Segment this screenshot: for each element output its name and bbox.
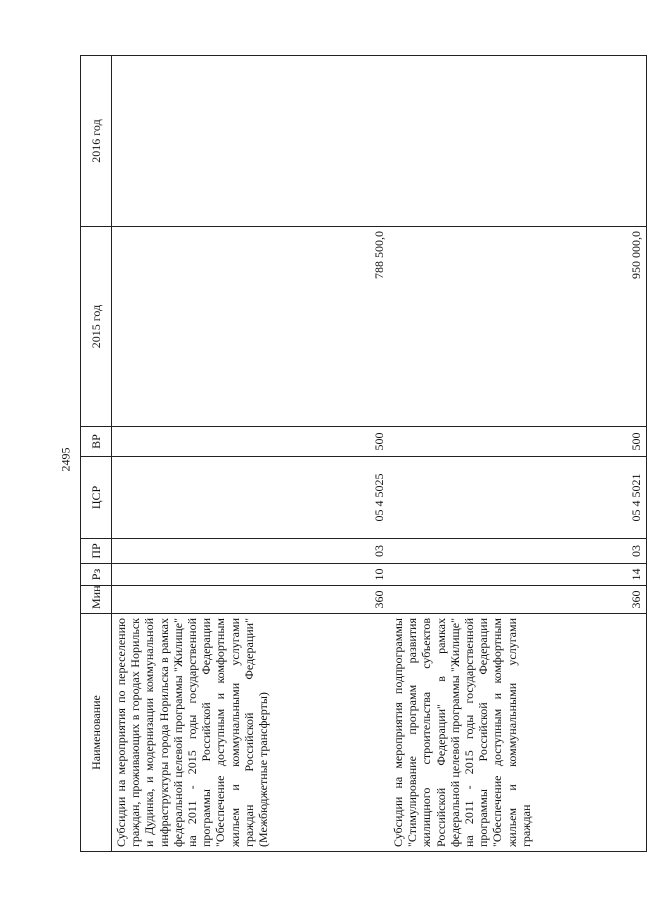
row-2015: 788 500,0 xyxy=(112,227,390,427)
row-csr: 05 4 5021 xyxy=(389,457,647,539)
table-header-row xyxy=(81,56,112,852)
header-min: Мин xyxy=(81,586,112,614)
header-rz: Рз xyxy=(81,564,112,586)
header-csr: ЦСР xyxy=(81,457,112,539)
row-name: Субсидии на мероприятия по переселению граждан, проживающих в городах Норильск и Дудинка, и модернизации коммунальной инфраструктуры города Норильска в рамках федеральной целевой программы "Жилище" на 2011 - 2015 годы государственной программы Российской Федерации "Обеспечение доступным и комфортным жильем и коммунальными услугами граждан Российской Федерации" (Межбюджетные трансферты) xyxy=(112,614,390,852)
row-rz: 14 xyxy=(389,564,647,586)
table-row xyxy=(112,56,390,852)
row-2015: 950 000,0 xyxy=(389,227,647,427)
row-pr: 03 xyxy=(112,539,390,564)
table-row xyxy=(389,56,647,852)
row-min: 360 xyxy=(389,586,647,614)
header-vr: ВР xyxy=(81,427,112,457)
row-name: Субсидии на мероприятия подпрограммы "Стимулирование программ развития жилищного строительства субъектов Российской Федерации" в рамках федеральной целевой программы "Жилище" на 2011 - 2015 годы государственной программы Российской Федерации "Обеспечение доступным и комфортным жильем и коммунальными услугами граждан xyxy=(389,614,647,852)
row-csr: 05 4 5025 xyxy=(112,457,390,539)
header-name: Наименование xyxy=(81,614,112,852)
row-pr: 03 xyxy=(389,539,647,564)
budget-table xyxy=(80,55,647,852)
row-min: 360 xyxy=(112,586,390,614)
row-vr: 500 xyxy=(112,427,390,457)
header-2015: 2015 год xyxy=(81,227,112,427)
rotated-table-container xyxy=(80,56,643,852)
row-2016 xyxy=(389,56,647,227)
page-number: 2495 xyxy=(58,447,73,472)
row-rz: 10 xyxy=(112,564,390,586)
header-pr: ПР xyxy=(81,539,112,564)
header-2016: 2016 год xyxy=(81,56,112,227)
row-2016 xyxy=(112,56,390,227)
row-vr: 500 xyxy=(389,427,647,457)
